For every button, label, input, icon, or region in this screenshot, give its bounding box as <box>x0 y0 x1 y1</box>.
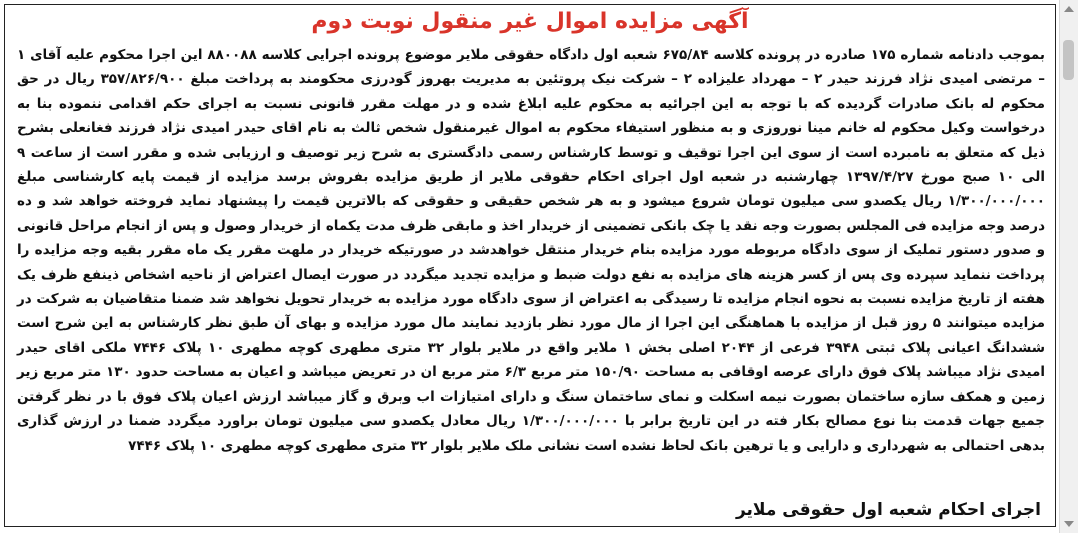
scroll-up-arrow-icon[interactable] <box>1064 6 1074 12</box>
notice-paragraph: بموجب دادنامه شماره ۱۷۵ صادره در پرونده کلاسه ۶۷۵/۸۴ شعبه اول دادگاه حقوقی ملایر موضوع پرونده اجرایی کلاسه ۸۸۰۰۸۸ این اجرا محکوم علیه آقای ۱ – مرتضی امیدی نژاد فرزند حیدر ۲ – مهرداد علیزاده ۲ – شرکت نیک پروتئین به مدیریت بهروز گودرزی محکومند به پرداخت مبلغ ۳۵۷/۸۲۶/۹۰۰ ریال در حق محکوم له بانک صادرات گردیده که با توجه به این اجرائیه به محکوم علیه ابلاغ شده و در مهلت مقرر قانونی نسبت به اجرای حکم اقدامی ننموده بنا به درخواست وکیل محکوم له خانم مینا نوروزی و به منظور استیفاء محکوم به اموال غیرمنقول شخص ثالث به نام اقای حیدر امیدی نژاد فرزند فغانعلی بشرح ذیل که متعلق به نامبرده است از سوی این اجرا توقیف و توسط کارشناس رسمی دادگستری به شرح زیر توصیف و ارزیابی شده و مقرر است از ساعت ۹ الی ۱۰ صبح مورخ ۱۳۹۷/۴/۲۷ چهارشنبه در شعبه اول اجرای احکام حقوقی ملایر از طریق مزایده بفروش برسد مزایده از قیمت پایه کارشناسی مبلغ ۱/۳۰۰/۰۰۰/۰۰۰ ریال یکصدو سی میلیون تومان شروع میشود و به هر شخص حقیقی و حقوقی که بالاترین قیمت را پیشنهاد نماید فروخته خواهد شد و ده درصد وجه مزایده فی المجلس بصورت وجه نقد یا چک بانکی تضمینی از خریدار اخذ و مابقی ظرف مدت یکماه از خریدار وصول و پس از انجام مراحل قانونی و صدور دستور تملیک از سوی دادگاه مربوطه مورد مزایده بنام خریدار منتقل خواهدشد در صورتیکه خریدار در ملهت مقرر یک ماه مقرر بقیه وجه مزایده را پرداخت ننماید سپرده وی پس از کسر هزینه های مزایده به نفع دولت ضبط و مزایده تجدید میگردد در صورت ایصال اعتراض از ناحیه اشخاص ذینفع ظرف یک هفته از تاریخ مزایده نسبت به نحوه انجام مزایده تا رسیدگی به اعتراض از سوی دادگاه مورد مزایده به خریدار تحویل نخواهد شد ضمنا متقاضیان به شرکت در مزایده میتوانند ۵ روز قبل از مزایده با هماهنگی این اجرا از مال مورد نظر بازدید نمایند مال مورد مزایده و بهای آن طبق نظر کارشناس به این شرح است ششدانگ اعیانی پلاک ثبتی ۳۹۴۸ فرعی از ۲۰۴۴ اصلی بخش ۱ ملایر واقع در ملایر بلوار ۳۲ متری مطهری کوچه مطهری ۱۰ پلاک ۷۴۴۶ ملکی اقای حیدر امیدی نژاد میباشد پلاک فوق دارای عرصه اوقافی به مساحت ۱۵۰/۹۰ متر مربع ۶/۳ متر مربع ان در تعریض میباشد و اعیان به مساحت حدود ۱۳۰ متر مربع زیر زمین و همکف سازه ساختمان بصورت نیمه اسکلت و نمای ساختمان سنگ و دارای امتیازات اب وبرق و گاز میباشد ارزش اعیان پلاک فوق با در نظر گرفتن جمیع جهات قدمت بنا نوع مصالح بکار فته در این تاریخ برابر با ۱/۳۰۰/۰۰۰/۰۰۰ ریال معادل یکصدو سی میلیون تومان براورد میگردد ضمنا در ارزش گذاری بدهی احتمالی به شهرداری و دارایی و یا ترهین بانک لحاظ نشده است نشانی ملک ملایر بلوار ۳۲ متری مطهری کوچه مطهری ۱۰ پلاک ۷۴۴۶ <box>17 47 1046 454</box>
notice-title: آگهی مزایده اموال غیر منقول نوبت دوم <box>311 9 749 34</box>
notice-body <box>17 43 1045 458</box>
notice-signature: اجرای احکام شعبه اول حقوقی ملایر <box>735 500 1041 520</box>
vertical-scrollbar[interactable] <box>1059 0 1078 533</box>
scrollbar-thumb[interactable] <box>1063 40 1074 80</box>
scroll-down-arrow-icon[interactable] <box>1064 521 1074 527</box>
notice-frame <box>4 4 1056 527</box>
